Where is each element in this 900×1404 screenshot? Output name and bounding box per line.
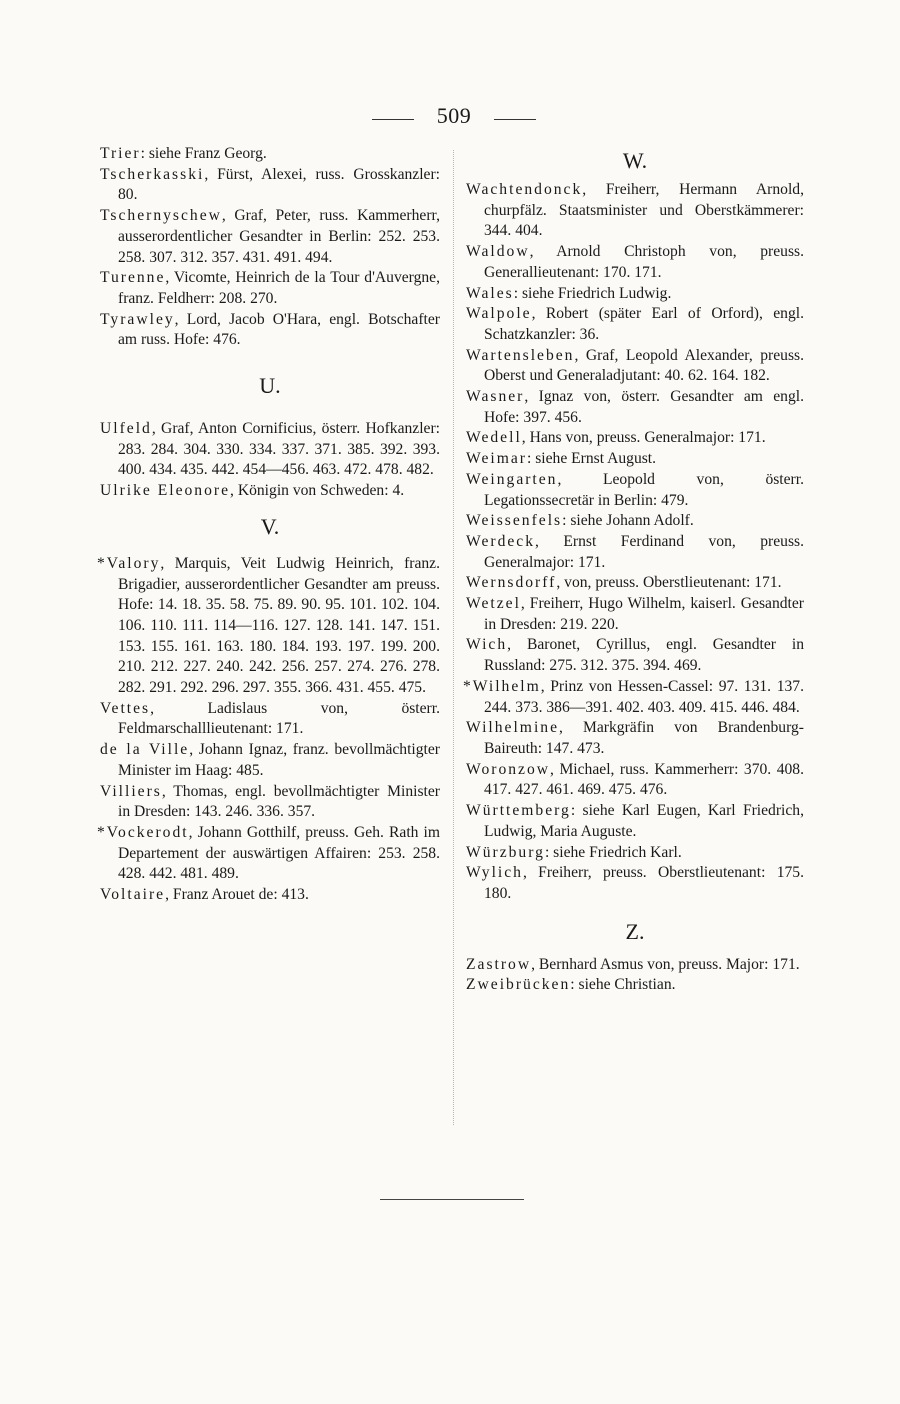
index-entry xyxy=(466,975,804,996)
index-entry xyxy=(466,801,804,842)
entry-text: , Arnold Christoph von, preuss. Generallieutenant: 170. 171. xyxy=(484,243,804,281)
entry-headword: Tschernyschew xyxy=(100,207,222,225)
section-letter-u: U. xyxy=(259,373,281,399)
index-entry xyxy=(466,242,804,283)
entry-headword: Würzburg xyxy=(466,843,545,861)
entry-text: , Lord, Jacob O'Hara, engl. Botschafter am russ. Hofe: 476. xyxy=(118,310,440,349)
entry-text: , Leopold von, österr. Legationssecretär in Berlin: 479. xyxy=(484,470,804,509)
bottom-rule xyxy=(380,1199,524,1200)
entry-headword: Weimar xyxy=(466,450,527,468)
entry-headword: Wich xyxy=(466,636,508,654)
entry-headword: Turenne xyxy=(100,269,166,287)
index-entry xyxy=(466,718,804,759)
index-entry xyxy=(100,481,440,502)
entry-headword: Zweibrücken xyxy=(466,976,571,994)
entry-text: , Freiherr, Hermann Arnold, churpfälz. Staatsminister und Oberstkämmerer: 344. 404. xyxy=(484,181,804,240)
entry-text: , Freiherr, Hugo Wilhelm, kaiserl. Gesandter in Dresden: 219. 220. xyxy=(484,595,804,633)
entry-headword: *Valory xyxy=(97,554,161,572)
entry-headword: Wasner xyxy=(466,388,525,406)
entry-text: , Königin von Schweden: 4. xyxy=(230,482,405,500)
entry-text: , Baronet, Cyrillus, engl. Gesandter in Russland: 275. 312. 375. 394. 469. xyxy=(484,636,804,675)
entry-text: : siehe Franz Georg. xyxy=(140,145,267,162)
index-entry xyxy=(466,284,804,305)
index-entry xyxy=(466,955,804,976)
index-entry xyxy=(466,180,804,242)
entry-text: , Bernhard Asmus von, preuss. Major: 171. xyxy=(531,955,800,973)
entry-headword: Wachtendonck xyxy=(466,181,583,198)
index-entry xyxy=(466,387,804,428)
entry-headword: Wilhelmine xyxy=(466,719,559,737)
entry-text: : siehe Ernst August. xyxy=(526,450,657,468)
entry-headword: Villiers xyxy=(100,782,162,800)
entry-text: , Ernst Ferdinand von, preuss. Generalmajor: 171. xyxy=(484,532,804,571)
index-entry xyxy=(466,863,804,904)
header-rule-left xyxy=(372,119,414,120)
index-entry xyxy=(100,740,440,781)
entry-text: : siehe Johann Adolf. xyxy=(562,512,694,530)
index-entry xyxy=(100,144,440,165)
entry-text: , Hans von, preuss. Generalmajor: 171. xyxy=(521,429,766,447)
entry-text: , Marquis, Veit Ludwig Heinrich, franz. Brigadier, ausserordentlicher Gesandter am preuss. Hofe: 14. 18. 35. 58. 75. 89. 90. 95. 101. 102. 104. 106. 110. 111. 114—116. 127. 128. 141. 147. 151. 153. 155. 161. 163. 180. 184. 193. 197. 199. 200. 210. 212. 227. 240. 242. 256. 257. 274. 276. 278. 282. 291. 292. 296. 297. 355. 366. 431. 455. 475. xyxy=(118,554,440,697)
entry-headword: Wartensleben xyxy=(466,346,575,364)
entry-text: , Ignaz von, österr. Gesandter am engl. Hofe: 397. 456. xyxy=(484,388,804,426)
index-entry xyxy=(100,165,440,206)
index-entry xyxy=(466,573,804,594)
entry-headword: *Vockerodt xyxy=(97,823,189,841)
index-entry xyxy=(100,206,440,268)
entry-headword: Weingarten xyxy=(466,470,558,488)
index-entry xyxy=(466,635,804,676)
index-entry xyxy=(466,428,804,449)
index-entry xyxy=(466,843,804,864)
index-entry xyxy=(466,532,804,573)
index-entry xyxy=(463,677,804,718)
entry-headword: Walpole xyxy=(466,305,532,323)
entry-headword: Wernsdorff xyxy=(466,574,557,592)
entry-text: : siehe Friedrich Karl. xyxy=(544,843,682,861)
entry-headword: de la Ville xyxy=(100,741,190,759)
index-entry xyxy=(100,885,440,906)
entry-text: : siehe Karl Eugen, Karl Friedrich, Ludwig, Maria Auguste. xyxy=(484,802,804,840)
page-number: 509 xyxy=(436,103,472,128)
entry-headword: Württemberg xyxy=(466,802,571,820)
entry-headword: Zastrow xyxy=(466,955,532,973)
column-divider xyxy=(453,150,454,1125)
entry-headword: *Wilhelm xyxy=(463,677,541,695)
entry-text: : siehe Christian. xyxy=(570,976,676,994)
index-entry xyxy=(466,346,804,387)
entry-text: , Graf, Peter, russ. Kammerherr, ausserordentlicher Gesandter in Berlin: 252. 253. 258. 307. 312. 357. 431. 491. 494. xyxy=(118,207,440,266)
entry-text: , Graf, Leopold Alexander, preuss. Oberst und Generaladjutant: 40. 62. 164. 182. xyxy=(484,346,804,385)
entry-headword: Weissenfels xyxy=(466,512,563,530)
index-entry xyxy=(100,419,440,481)
entry-text: , Johann Ignaz, franz. bevollmächtigter Minister im Haag: 485. xyxy=(118,741,440,779)
entry-text: , Johann Gotthilf, preuss. Geh. Rath im Departement der auswärtigen Affairen: 253. 258. 428. 442. 481. 489. xyxy=(118,823,440,883)
entry-headword: Wales xyxy=(466,284,514,302)
entry-headword: Ulrike Eleonore xyxy=(100,482,231,500)
index-entry xyxy=(466,594,804,635)
index-entry xyxy=(100,310,440,351)
entry-headword: Werdeck xyxy=(466,532,536,550)
entry-text: , Franz Arouet de: 413. xyxy=(165,886,309,904)
entry-headword: Tscherkasski xyxy=(100,165,205,183)
entry-text: , Graf, Anton Cornificius, österr. Hofkanzler: 283. 284. 304. 330. 334. 337. 371. 385. 392. 393. 400. 434. 435. 442. 454—456. 463. 472. 478. 482. xyxy=(118,420,440,479)
index-entry xyxy=(466,511,804,532)
index-entry xyxy=(466,449,804,470)
entry-text: , Markgräfin von Brandenburg-Baireuth: 147. 473. xyxy=(484,719,804,757)
index-entry xyxy=(466,470,804,511)
entry-text: , Thomas, engl. bevollmächtigter Minister in Dresden: 143. 246. 336. 357. xyxy=(118,782,440,821)
index-entry xyxy=(100,782,440,823)
entry-headword: Wetzel xyxy=(466,595,521,613)
entry-headword: Waldow xyxy=(466,243,530,261)
page-header xyxy=(0,103,900,133)
section-letter-w: W. xyxy=(622,148,648,173)
entry-text: , Ladislaus von, österr. Feldmarschalllieutenant: 171. xyxy=(118,699,440,738)
entry-text: , Freiherr, preuss. Oberstlieutenant: 175. 180. xyxy=(484,864,804,902)
entry-text: : siehe Friedrich Ludwig. xyxy=(513,284,672,302)
index-column-left xyxy=(97,144,440,906)
section-letter-v: V. xyxy=(260,513,280,539)
index-entry xyxy=(100,699,440,740)
entry-headword: Wylich xyxy=(466,864,523,882)
index-entry xyxy=(466,304,804,345)
entry-headword: Vettes xyxy=(100,699,151,717)
index-entry xyxy=(100,268,440,309)
entry-headword: Trier xyxy=(100,145,141,162)
index-entry xyxy=(466,760,804,801)
entry-headword: Ulfeld xyxy=(100,420,152,438)
entry-headword: Tyrawley xyxy=(100,310,175,328)
entry-text: , Vicomte, Heinrich de la Tour d'Auvergne, franz. Feldherr: 208. 270. xyxy=(118,269,440,307)
entry-text: , Michael, russ. Kammerherr: 370. 408. 417. 427. 461. 469. 475. 476. xyxy=(484,760,804,799)
entry-text: , von, preuss. Oberstlieutenant: 171. xyxy=(556,574,782,592)
header-rule-right xyxy=(494,119,536,120)
index-column-right xyxy=(463,144,804,996)
entry-text: , Robert (später Earl of Orford), engl. Schatzkanzler: 36. xyxy=(484,305,804,343)
index-entry xyxy=(97,823,440,885)
index-entry xyxy=(97,554,440,699)
entry-text: , Fürst, Alexei, russ. Grosskanzler: 80. xyxy=(118,165,440,204)
entry-headword: Woronzow xyxy=(466,760,551,778)
section-letter-z: Z. xyxy=(625,918,645,944)
entry-headword: Wedell xyxy=(466,429,522,447)
entry-headword: Voltaire xyxy=(100,886,166,904)
entry-text: , Prinz von Hessen-Cassel: 97. 131. 137. 244. 373. 386—391. 402. 403. 409. 415. 446. 484. xyxy=(484,677,804,716)
